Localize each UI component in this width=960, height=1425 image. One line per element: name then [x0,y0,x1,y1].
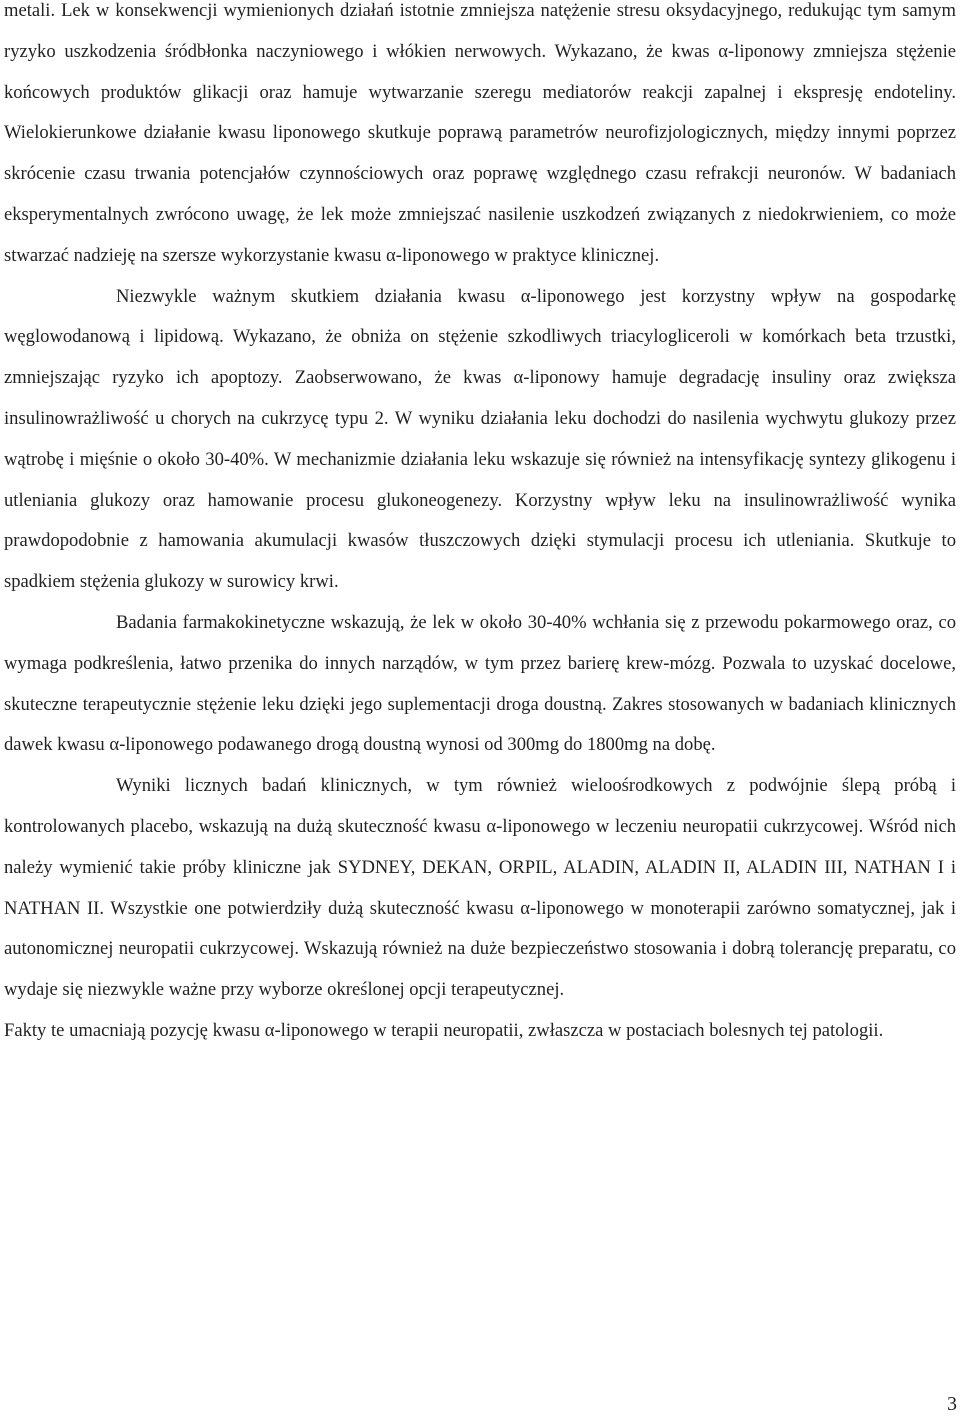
paragraph-4: Wyniki licznych badań klinicznych, w tym również wieloośrodkowych z podwójnie ślepą próbą i kontrolowanych placebo, wskazują na dużą skuteczność kwasu α-liponowego w leczeniu neuropatii cukrzycowej. Wśród nich należy wymienić takie próby kliniczne jak SYDNEY, DEKAN, ORPIL, ALADIN, ALADIN II, ALADIN III, NATHAN I i NATHAN II. Wszystkie one potwierdziły dużą skuteczność kwasu α-liponowego w monoterapii zarówno somatycznej, jak i autonomicznej neuropatii cukrzycowej. Wskazują również na duże bezpieczeństwo stosowania i dobrą tolerancję preparatu, co wydaje się niezwykle ważne przy wyborze określonej opcji terapeutycznej. [4,775,956,1001]
paragraph-2: Niezwykle ważnym skutkiem działania kwasu α-liponowego jest korzystny wpływ na gospodarkę węglowodanową i lipidową. Wykazano, że obniża on stężenie szkodliwych triacylogliceroli w komórkach beta trzustki, zmniejszając ryzyko ich apoptozy. Zaobserwowano, że kwas α-liponowy hamuje degradację insuliny oraz zwiększa insulinowrażliwość u chorych na cukrzycę typu 2. W wyniku działania leku dochodzi do nasilenia wychwytu glukozy przez wątrobę i mięśnie o około 30-40%. W mechanizmie działania leku wskazuje się również na intensyfikację syntezy glikogenu i utleniania glukozy oraz hamowanie procesu glukoneogenezy. Korzystny wpływ leku na insulinowrażliwość wynika prawdopodobnie z hamowania akumulacji kwasów tłuszczowych dzięki stymulacji procesu ich utleniania. Skutkuje to spadkiem stężenia glukozy w surowicy krwi. [4,285,956,593]
page-number: 3 [947,1393,957,1415]
document-page [4,0,956,1052]
paragraph-3: Badania farmakokinetyczne wskazują, że lek w około 30-40% wchłania się z przewodu pokarmowego oraz, co wymaga podkreślenia, łatwo przenika do innych narządów, w tym przez barierę krew-mózg. Pozwala to uzyskać docelowe, skuteczne terapeutycznie stężenie leku dzięki jego suplementacji droga doustną. Zakres stosowanych w badaniach klinicznych dawek kwasu α-liponowego podawanego drogą doustną wynosi od 300mg do 1800mg na dobę. [4,611,956,756]
paragraph-5: Fakty te umacniają pozycję kwasu α-liponowego w terapii neuropatii, zwłaszcza w postaciach bolesnych tej patologii. [4,1019,884,1041]
paragraph-1: metali. Lek w konsekwencji wymienionych działań istotnie zmniejsza natężenie stresu oksydacyjnego, redukując tym samym ryzyko uszkodzenia śródbłonka naczyniowego i włókien nerwowych. Wykazano, że kwas α-liponowy zmniejsza stężenie końcowych produktów glikacji oraz hamuje wytwarzanie szeregu mediatorów reakcji zapalnej i ekspresję endoteliny. Wielokierunkowe działanie kwasu liponowego skutkuje poprawą parametrów neurofizjologicznych, między innymi poprzez skrócenie czasu trwania potencjałów czynnościowych oraz poprawę względnego czasu refrakcji neuronów. W badaniach eksperymentalnych zwrócono uwagę, że lek może zmniejszać nasilenie uszkodzeń związanych z niedokrwieniem, co może stwarzać nadzieję na szersze wykorzystanie kwasu α-liponowego w praktyce klinicznej. [4,0,956,266]
